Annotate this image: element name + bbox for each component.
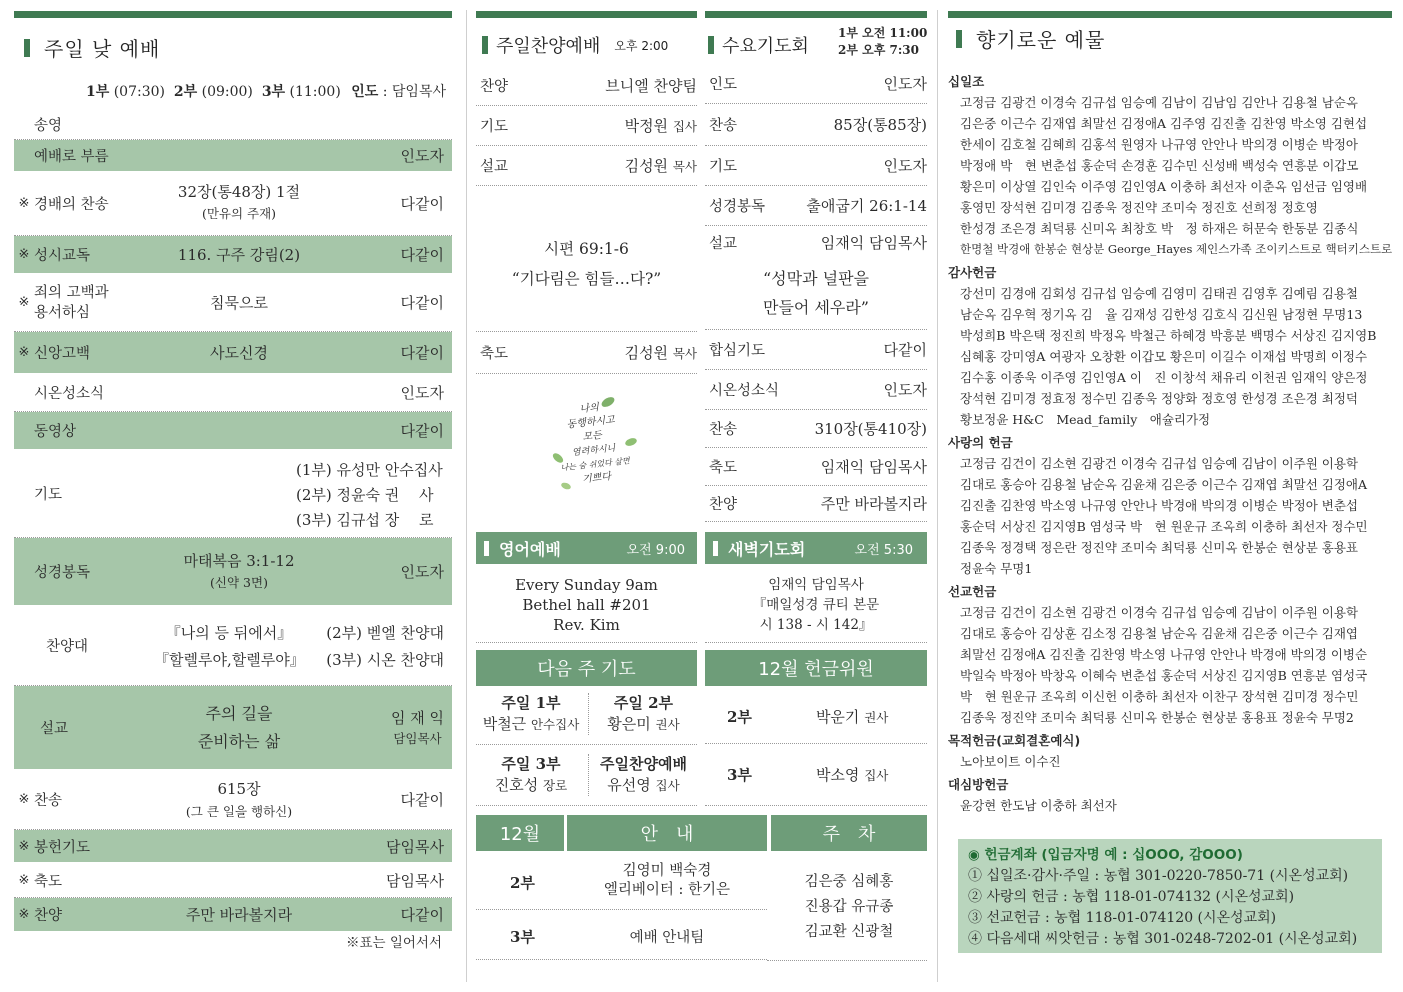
order-mid: 마태복음 3:1-12 <box>183 552 295 570</box>
offering-group-title: 십일조 <box>948 74 985 89</box>
time-part: 3부 <box>261 84 286 100</box>
order-label: 경배의 찬송 <box>34 197 109 213</box>
offering-group-title: 감사헌금 <box>948 265 997 280</box>
dawn-prayer-info: 임재익 담임목사 『매일성경 큐티 본문 시 138 - 시 142』 <box>752 577 880 633</box>
time-part: 2부 <box>173 84 198 100</box>
order-label: 성시교독 <box>34 248 91 264</box>
offering-names-line: 박성희B 박은택 정진희 박정옥 박철근 하혜경 박흥분 백명수 서상진 김지영B <box>960 328 1377 343</box>
offering-names-line: 박일숙 박정아 박창옥 이혜숙 변춘섭 홍순덕 서상진 김지영B 연흥분 염성국 <box>960 668 1368 683</box>
order-label: 신앙고백 <box>34 346 91 362</box>
wed-row: 합심기도 다같이 <box>705 330 927 370</box>
offering-names-line: 남순옥 김우혁 정기옥 김 율 김재성 김한성 김호식 김신원 남정현 무명13 <box>960 307 1363 322</box>
preacher-role: 담임목사 <box>393 731 442 746</box>
separator <box>767 960 927 961</box>
praise-row: 기도 박정원 집사 <box>476 106 697 146</box>
wednesday-times: 1부 오전 11:00 2부 오후 7:30 <box>838 26 928 57</box>
offering-names-line: 노아보이트 이수진 <box>960 754 1061 769</box>
order-right: 인도자 <box>400 147 444 165</box>
order-row <box>14 606 452 686</box>
top-bar-col1 <box>14 11 452 18</box>
offerings-title: 향기로운 예물 <box>956 24 1105 53</box>
offering-group-title: 사랑의 헌금 <box>948 435 1013 450</box>
order-mid: 사도신경 <box>210 344 268 362</box>
wed-sermon-title: “성막과 널판을 <box>762 269 869 288</box>
title-marker <box>482 36 488 54</box>
offering-names-line: 김종욱 정경택 정은란 정진약 조미숙 최덕룡 신미옥 한봉순 현상분 홍용표 <box>960 540 1359 555</box>
title-marker <box>24 39 30 57</box>
offering-names-line: 김수홍 이종욱 이주영 김인영A 이 진 이창석 채유리 이천권 임재익 양은정 <box>960 370 1368 385</box>
account-line: ③ 선교헌금 : 농협 118-01-074120 (시온성교회) <box>968 910 1277 926</box>
order-label: 성경봉독 <box>34 565 91 581</box>
wed-row: 축도 임재익 담임목사 <box>705 448 927 486</box>
offering-names-line: 박 현 원운규 조옥희 이신헌 이충하 최선자 이찬구 장석현 김미경 정수민 <box>960 689 1359 704</box>
offering-group-title: 대심방헌금 <box>948 777 1009 792</box>
offering-names-line: 강선미 김경애 김회성 김규섭 임승예 김영미 김태권 김영후 김예림 김용철 <box>960 286 1359 301</box>
wed-row: 찬송 85장(통85장) <box>705 104 927 146</box>
offering-names-line: 김대로 홍승아 김용철 남순옥 김윤채 김은중 이근수 김재엽 최말선 김정애A <box>960 477 1368 492</box>
next-prayer-cell: 주일 1부 박철근 안수집사 <box>482 694 580 733</box>
offering-account-box <box>958 839 1382 953</box>
time-value: (11:00) <box>289 84 341 100</box>
offering-names-line: 한세이 김호철 김혜희 김홍석 원영자 나규영 안안나 박의경 이병순 박정아 <box>960 137 1359 152</box>
sermon-title: 준비하는 삶 <box>197 732 281 751</box>
order-mid-sub: (신약 3면) <box>210 575 268 590</box>
sunday-service-title: 주일 낮 예배 <box>24 33 160 62</box>
offering-names-line: 김종욱 정진약 조미숙 최덕룡 신미옥 한봉순 현상분 홍용표 정윤숙 무명2 <box>960 710 1354 725</box>
offering-names-line: 정윤숙 무명1 <box>960 561 1033 576</box>
offering-committee-header: 12월 헌금위원 <box>705 650 927 686</box>
guide-header-ushers: 안 내 <box>567 815 767 851</box>
wed-row: 기도 인도자 <box>705 146 927 186</box>
order-row <box>14 412 452 450</box>
time-value: (09:00) <box>201 84 253 100</box>
dawn-prayer-header: 새벽기도회 오전 5:30 <box>705 532 927 564</box>
prayer-line: (1부) 유성만 안수집사 <box>296 461 443 479</box>
order-mid-sub: (만유의 주재) <box>201 206 277 221</box>
prayer-line: (3부) 김규섭 장 로 <box>296 511 434 529</box>
offering-names-line: 김대로 홍승아 김상훈 김소정 김용철 남순옥 김윤채 김은중 이근수 김재엽 <box>960 626 1359 641</box>
offering-names-line: 윤강현 한도남 이충하 최선자 <box>960 798 1117 813</box>
separator <box>476 642 697 643</box>
separator <box>476 805 697 806</box>
title-marker <box>956 30 962 48</box>
service-times <box>86 81 446 101</box>
order-row <box>14 830 452 863</box>
order-label: 예배로 부름 <box>34 149 109 165</box>
prayer-line: (2부) 정윤숙 권 사 <box>296 486 434 504</box>
wed-sermon-title: 만들어 세우라” <box>762 298 869 317</box>
offering-names-line: 심혜홍 강미영A 여광자 오창환 이갑모 황은미 이길수 이재섭 박명희 이정수 <box>960 349 1368 364</box>
order-right: 다같이 <box>400 422 444 440</box>
order-right: 다같이 <box>400 791 444 809</box>
order-right: 다같이 <box>400 344 444 362</box>
order-right: 인도자 <box>400 384 444 402</box>
leader: 인도 : 담임목사 <box>351 84 446 100</box>
preacher: 임 재 익 <box>390 709 444 727</box>
order-right: 다같이 <box>400 906 444 924</box>
time-part: 1부 <box>86 84 110 100</box>
stand-mark: ※ <box>18 907 30 922</box>
offering-names-line: 박정애 박 현 변춘섭 홍순덕 손경훈 김수민 신성배 백성숙 연흥분 이갑모 <box>960 158 1359 173</box>
order-label: 봉헌기도 <box>34 839 91 856</box>
sermon-title: 주의 길을 <box>205 704 273 723</box>
offering-names-line: 고정금 김광건 이경숙 김규섭 임승예 김남이 김남임 김안나 김용철 남순옥 <box>960 95 1359 110</box>
account-line: ④ 다음세대 씨앗헌금 : 농협 301-0248-7202-01 (시온성교회) <box>968 931 1358 947</box>
praise-sermon <box>476 186 697 332</box>
offering-names-line: 고정금 김건이 김소현 김광건 이경숙 김규섭 임승예 김남이 이주원 이용학 <box>960 456 1359 471</box>
order-right: 다같이 <box>400 294 444 312</box>
stand-mark: ※ <box>18 295 30 310</box>
order-row <box>14 450 452 538</box>
order-row <box>14 140 452 172</box>
stand-mark: ※ <box>18 345 30 360</box>
next-prayer-cell: 주일 3부 진호성 장로 <box>494 755 568 794</box>
praise-row: 설교 김성원 목사 <box>476 146 697 186</box>
account-heading: ◉ 헌금계좌 (입금자명 예 : 십OOO, 감OOO) <box>968 847 1243 863</box>
stand-mark: ※ <box>18 838 30 854</box>
next-prayer-cell: 주일찬양예배 유선영 집사 <box>588 754 698 796</box>
praise-row: 찬양 브니엘 찬양팀 <box>476 66 697 106</box>
order-row <box>14 110 452 140</box>
order-mid: 32장(통48장) 1절 <box>177 183 301 201</box>
separator <box>705 642 927 643</box>
anthem-choir: (3부) 시온 찬양대 <box>326 651 444 669</box>
order-mid: 침묵으로 <box>210 294 268 312</box>
order-row <box>14 686 452 770</box>
offering-names-line: 장석현 김미경 정효정 정수민 김종욱 정양화 정호영 한성경 조은경 최정덕 <box>960 391 1359 406</box>
order-right: 다같이 <box>400 195 444 213</box>
order-right: 인도자 <box>400 563 444 581</box>
next-prayer-header: 다음 주 기도 <box>476 650 697 686</box>
guide-row: 2부 김영미 백숙경 엘리베이터 : 한기은 <box>476 854 767 910</box>
order-label: 동영상 <box>34 424 77 440</box>
top-bar-wed <box>705 11 927 18</box>
offering-names-line: 고정금 김건이 김소현 김광건 이경숙 김규섭 임승예 김남이 이주원 이용학 <box>960 605 1359 620</box>
order-row <box>14 770 452 830</box>
wed-sermon: 설교 임재익 담임목사 “성막과 널판을 만들어 세우라” <box>705 226 927 330</box>
offering-group-title: 목적헌금(교회결혼예식) <box>948 733 1081 748</box>
anthem-title: 『나의 등 뒤에서』 <box>165 624 293 642</box>
committee-row: 3부 박소영 집사 <box>705 744 927 806</box>
top-bar-praise <box>476 11 697 18</box>
order-label: 송영 <box>34 118 63 134</box>
account-line: ① 십일조·감사·주일 : 농협 301-0220-7850-71 (시온성교회) <box>968 868 1349 884</box>
offering-names-line: 최말선 김정애A 김진출 김찬영 박소영 나규영 안안나 박경애 박의경 이병순 <box>960 647 1368 662</box>
offering-names-line: 홍순덕 서상진 김지영B 염성국 박 현 원운규 조옥희 이충하 최선자 정수민 <box>960 519 1368 534</box>
order-right: 담임목사 <box>386 837 444 856</box>
committee-row: 2부 박운기 권사 <box>705 690 927 744</box>
order-label: 죄의 고백과 <box>34 284 109 301</box>
order-label: 찬양 <box>34 908 63 924</box>
stand-mark: ※ <box>18 196 30 211</box>
order-label: 찬양대 <box>46 639 89 655</box>
guide-header-parking: 주 차 <box>771 815 927 851</box>
order-row <box>14 374 452 412</box>
wed-row: 인도 인도자 <box>705 64 927 104</box>
order-label: 찬송 <box>34 793 63 809</box>
offering-names-line: 황은미 이상열 김인숙 이주영 김인영A 이충하 최선자 이춘옥 임선금 임영배 <box>960 179 1368 194</box>
offering-names-line: 한성경 조은경 최덕룡 신미옥 최창호 박 정 하재은 허문숙 한동분 김종식 <box>960 221 1359 236</box>
order-mid-sub: (그 큰 일을 행하신) <box>185 804 293 819</box>
title-marker <box>713 541 718 556</box>
order-mid: 주만 바라볼지라 <box>185 906 293 924</box>
anthem-title: 『할렐루야,할렐루야』 <box>154 651 305 669</box>
wed-row: 찬송 310장(통410장) <box>705 410 927 448</box>
next-prayer-cell: 주일 2부 황은미 권사 <box>588 693 698 735</box>
parking-team: 김은중 심혜홍 진용갑 유규종 김교환 신광철 <box>804 874 894 940</box>
order-row <box>14 332 452 374</box>
offering-names-line: 김은중 이근수 김재엽 최말선 김정애A 김주영 김진출 김찬영 박소영 김현섭 <box>960 116 1368 131</box>
order-label: 축도 <box>34 873 63 890</box>
sermon-title: “기다림은 힘들…다?” <box>511 270 662 288</box>
time-value: (07:30) <box>113 84 165 100</box>
offering-list <box>948 71 1392 816</box>
order-row <box>14 863 452 898</box>
stand-mark: ※ <box>18 247 30 262</box>
order-right: 다같이 <box>400 246 444 264</box>
order-mid: 615장 <box>217 780 261 798</box>
divider <box>937 10 938 982</box>
order-label: 용서하심 <box>34 304 91 321</box>
offering-group-title: 선교헌금 <box>948 584 997 599</box>
praise-service-title: 주일찬양예배 오후 2:00 <box>482 32 668 58</box>
order-right: 담임목사 <box>386 871 444 890</box>
anthem-choir: (2부) 벧엘 찬양대 <box>326 624 444 642</box>
sermon-verse: 시편 69:1-6 <box>544 240 629 258</box>
title-marker <box>484 541 489 556</box>
separator <box>476 744 697 745</box>
divider <box>466 10 467 982</box>
wed-row: 찬양 주만 바라볼지라 <box>705 486 927 522</box>
guide-row: 3부 예배 안내팀 <box>476 910 767 960</box>
calligraphy-art: 나의 동행하시고 모든 염려하시니 나는 숨 쉬었다 살면 기쁘다 <box>536 390 646 500</box>
stand-mark: ※ <box>18 872 30 888</box>
wed-row: 성경봉독 출애굽기 26:1-14 <box>705 186 927 226</box>
order-row <box>14 172 452 236</box>
english-service-header: 영어예배 오전 9:00 <box>476 532 697 564</box>
account-line: ② 사랑의 헌금 : 농협 118-01-074132 (시온성교회) <box>968 889 1295 905</box>
order-mid: 116. 구주 강림(2) <box>177 246 301 264</box>
order-label: 설교 <box>40 721 69 737</box>
offering-names-line: 김진출 김찬영 박소영 나규영 안안나 박경애 박의경 이병순 박정아 변춘섭 <box>960 498 1359 513</box>
guide-header-month: 12월 <box>476 815 564 851</box>
stand-note: ※표는 일어서서 <box>345 935 442 951</box>
offering-names-line: 홍영민 장석현 김미경 김종욱 정진약 조미숙 정진호 선희정 정호영 <box>960 200 1318 215</box>
wed-row: 시온성소식 인도자 <box>705 370 927 410</box>
order-row <box>14 538 452 606</box>
order-row <box>14 236 452 274</box>
top-bar-offerings <box>948 11 1392 18</box>
english-service-info: Every Sunday 9am Bethel hall #201 Rev. Kim <box>515 576 658 634</box>
offering-names-line: 한명철 박경애 한봉순 현상분 George_Hayes 제인스가족 조이키스트로 핵터키스트로 <box>960 242 1392 256</box>
order-row <box>14 274 452 332</box>
title-marker <box>708 36 714 54</box>
stand-mark: ※ <box>18 792 30 807</box>
offering-names-line: 황보정윤 H&C Mead_family 애슐리가정 <box>960 412 1211 427</box>
order-label: 기도 <box>34 487 63 503</box>
order-row <box>14 898 452 932</box>
wednesday-title: 수요기도회 <box>708 32 809 58</box>
order-label: 시온성소식 <box>34 386 105 402</box>
praise-row: 축도 김성원 목사 <box>476 332 697 374</box>
